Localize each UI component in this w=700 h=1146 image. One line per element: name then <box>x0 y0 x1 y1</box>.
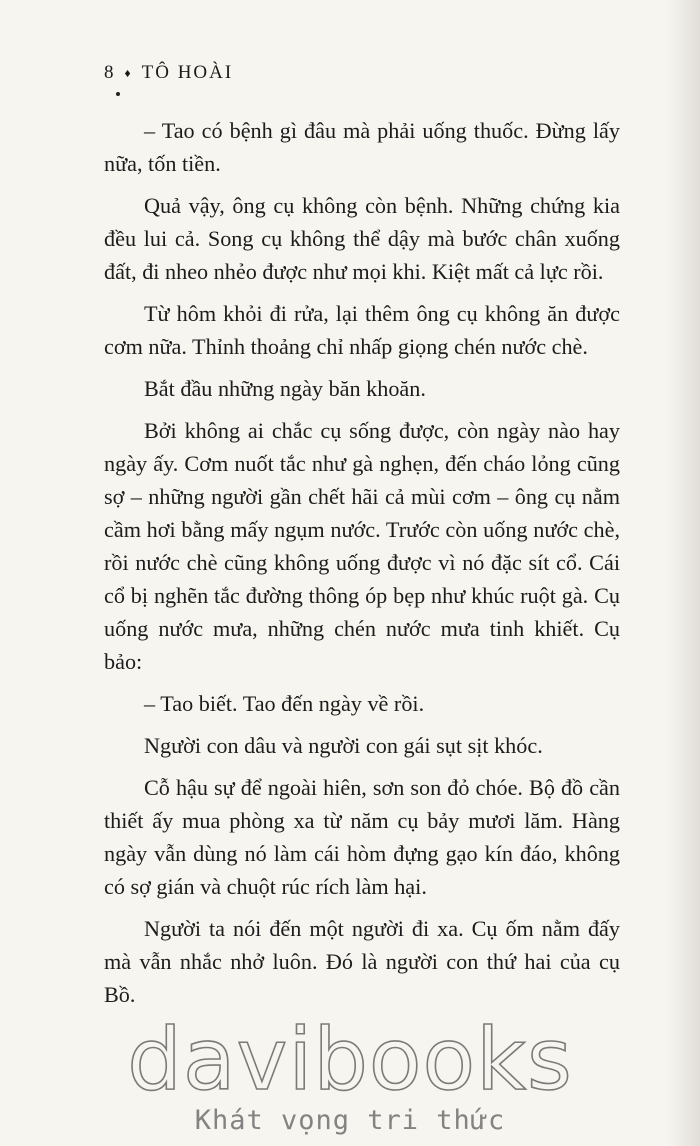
paragraph-2: Quả vậy, ông cụ không còn bệnh. Những chứng kia đều lui cả. Song cụ không thể dậy mà bước chân xuống đất, đi nheo nhẻo được như mọi khi. Kiệt mất cả lực rồi. <box>104 193 620 284</box>
paragraph-1: – Tao có bệnh gì đâu mà phải uống thuốc. Đừng lấy nữa, tốn tiền. <box>104 118 620 176</box>
watermark-slogan: Khát vọng tri thức <box>194 1105 506 1136</box>
paragraph-4: Bắt đầu những ngày băn khoăn. <box>144 376 426 401</box>
paragraph-3: Từ hôm khỏi đi rửa, lại thêm ông cụ không ăn được cơm nữa. Thỉnh thoảng chỉ nhấp giọng chén nước chè. <box>104 301 620 359</box>
paragraph-5: Bởi không ai chắc cụ sống được, còn ngày nào hay ngày ấy. Cơm nuốt tắc như gà nghẹn, đến cháo lỏng cũng sợ – những người gần chết hãi cả mùi cơm – ông cụ nằm cầm hơi bằng mấy ngụm nước. Trước còn uống nước chè, rồi nước chè cũng không uống được vì nó đặc sít cổ. Cái cổ bị nghẽn tắc đường thông óp bẹp như khúc ruột gà. Cụ uống nước mưa, những chén nước mưa tinh khiết. Cụ bảo: <box>104 418 620 674</box>
body-text <box>104 114 620 1020</box>
running-head <box>104 62 233 84</box>
page-edge-shadow <box>666 0 700 1146</box>
author-name: TÔ HOÀI <box>141 62 234 83</box>
paragraph-9: Người ta nói đến một người đi xa. Cụ ốm nằm đấy mà vẫn nhắc nhở luôn. Đó là người con thứ hai của cụ Bồ. <box>104 916 620 1007</box>
paragraph-7: Người con dâu và người con gái sụt sịt khóc. <box>144 733 543 758</box>
paragraph-8: Cỗ hậu sự để ngoài hiên, sơn son đỏ chóe. Bộ đồ cần thiết ấy mua phòng xa từ năm cụ bảy mươi lăm. Hàng ngày vẫn dùng nó làm cái hòm đựng gạo kín đáo, không có sợ gián và chuột rúc rích làm hại. <box>104 775 620 899</box>
paragraph-6: – Tao biết. Tao đến ngày về rồi. <box>144 691 425 716</box>
ink-dot <box>116 92 120 96</box>
watermark-brand: davibooks <box>127 1010 573 1110</box>
separator-diamond-icon: ♦ <box>124 65 132 80</box>
page-number: 8 <box>104 62 115 83</box>
